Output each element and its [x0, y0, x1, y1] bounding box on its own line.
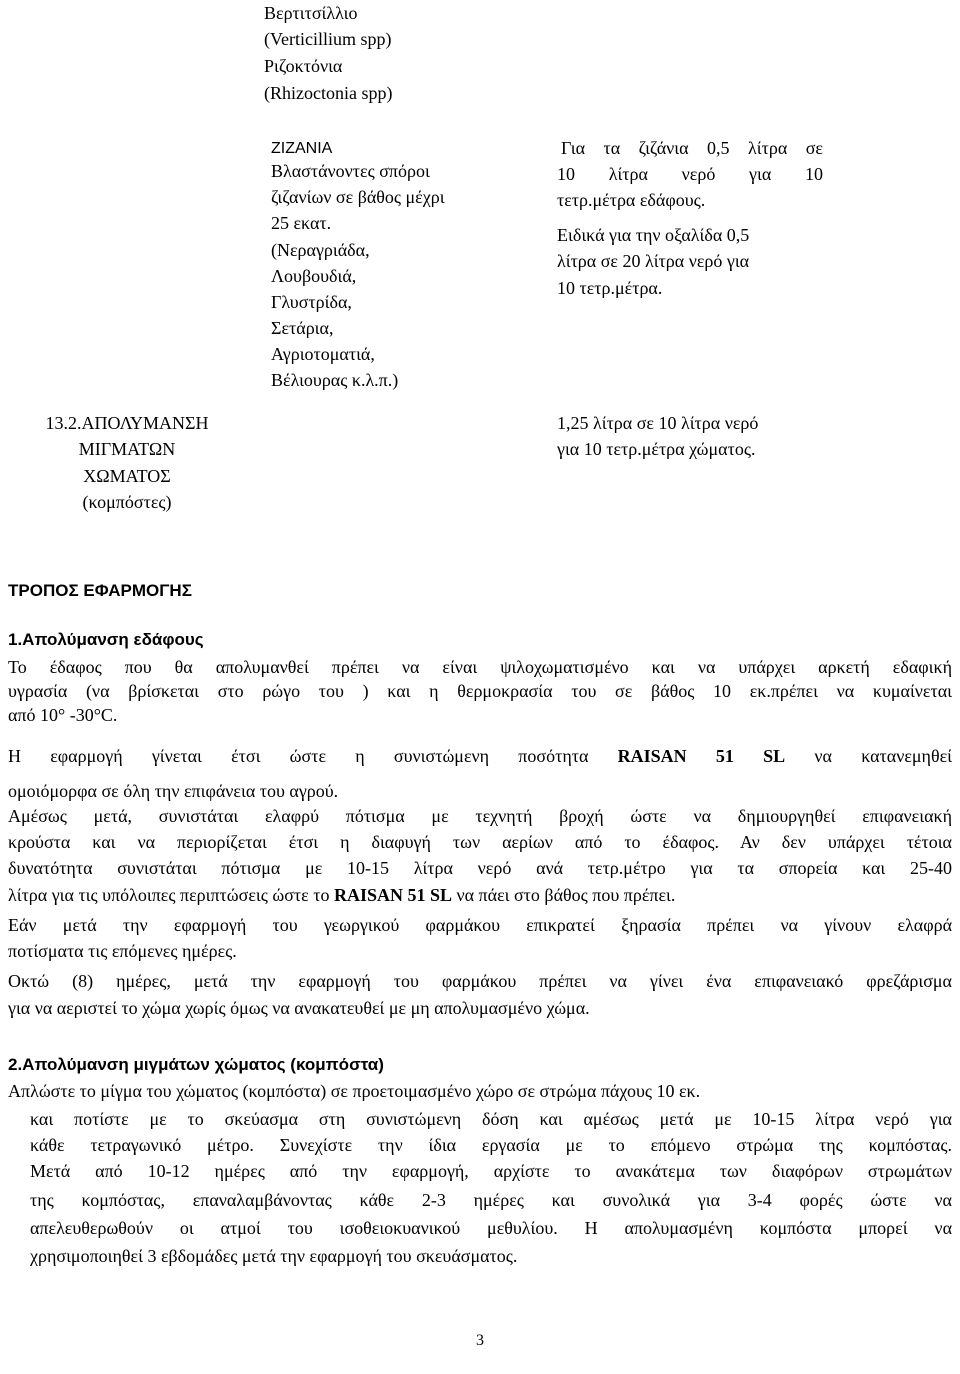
row-label-line: ΧΩΜΑΤΟΣ [83, 466, 171, 486]
p4-line: ποτίσματα τις επόμενες ημέρες. [8, 941, 237, 961]
p5-line: Οκτώ (8) ημέρες, μετά την εφαρμογή του φαρμάκου πρέπει να γίνει ένα επιφανειακό φρεζάρισμα [8, 971, 952, 991]
page-number: 3 [476, 1332, 484, 1349]
p6-line: απελευθερωθούν οι ατμοί του ισοθειοκυανικού μεθυλίου. Η απολυμασμένη κομπόστα μπορεί να [30, 1218, 952, 1238]
target-line: Βέλιουρας κ.λ.π.) [271, 370, 399, 390]
p1-line: Το έδαφος που θα απολυμανθεί πρέπει να είναι ψιλοχωματισμένο και να υπάρχει αρκετή εδαφική [8, 657, 952, 677]
p2-text: Η εφαρμογή γίνεται έτσι ώστε η συνιστώμενη ποσότητα [8, 746, 618, 766]
row-label-line: 13.2.ΑΠΟΛΥΜΑΝΣΗ [45, 413, 209, 433]
p3-line: κρούστα και να περιορίζεται έτσι η διαφυγή των αερίων από το έδαφος. Αν δεν υπάρχει τέτοια [8, 832, 952, 852]
row-label-line: (κομπόστες) [82, 492, 172, 512]
p2-line [8, 745, 952, 768]
target-line: (Νεραγριάδα, [271, 240, 370, 260]
targets-heading: ΖΙΖΑΝΙΑ [271, 140, 333, 157]
part2-heading: 2.Απολύμανση μιγμάτων χώματος (κομπόστα) [8, 1055, 384, 1074]
p3-line: δυνατότητα συνιστάται πότισμα με 10-15 λίτρα νερό ανά τετρ.μέτρο για τα σπορεία και 25-40 [8, 858, 952, 878]
target-line: Γλυστρίδα, [271, 292, 352, 312]
section-title: ΤΡΟΠΟΣ ΕΦΑΡΜΟΓΗΣ [8, 581, 192, 600]
dosage-line: Ειδικά για την οξαλίδα 0,5 [557, 225, 750, 245]
target-line: 25 εκατ. [271, 213, 332, 233]
dosage-line: τετρ.μέτρα εδάφους. [557, 190, 706, 210]
dosage-line: 1,25 λίτρα σε 10 λίτρα νερό [557, 413, 759, 433]
dosage-line: 10 τετρ.μέτρα. [557, 278, 663, 298]
p3-text: λίτρα για τις υπόλοιπες περιπτώσεις ώστε το [8, 885, 334, 905]
target-line: Αγριοτοματιά, [271, 344, 375, 364]
pathogen-line: (Rhizoctonia spp) [264, 83, 393, 103]
pathogen-line: (Verticillium spp) [264, 29, 392, 49]
p3-text: να πάει στο βάθος που πρέπει. [451, 885, 676, 905]
target-line: Σετάρια, [271, 318, 334, 338]
p3-line [8, 884, 675, 907]
dosage-line: 10 λίτρα νερό για 10 [557, 164, 823, 184]
p6-line: της κομπόστας, επαναλαμβάνοντας κάθε 2-3 ημέρες και συνολικά για 3-4 φορές ώστε να [30, 1190, 952, 1210]
part1-heading: 1.Απολύμανση εδάφους [8, 630, 204, 649]
product-name: RAISAN 51 SL [333, 885, 452, 905]
pathogen-line: Ριζοκτόνια [264, 56, 343, 76]
dosage-line: Για τα ζιζάνια 0,5 λίτρα σε [561, 138, 823, 158]
p5-line: για να αεριστεί το χώμα χωρίς όμως να ανακατευθεί με μη απολυμασμένο χώμα. [8, 998, 590, 1018]
p6-line: κάθε τετραγωνικό μέτρο. Συνεχίστε την ίδια εργασία με το επόμενο στρώμα της κομπόστας. [30, 1135, 952, 1155]
dosage-line: για 10 τετρ.μέτρα χώματος. [557, 439, 756, 459]
p6-line: και ποτίστε με το σκεύασμα στη συνιστώμενη δόση και αμέσως μετά με 10-15 λίτρα νερό για [30, 1109, 952, 1129]
product-name: RAISAN 51 SL [617, 746, 786, 766]
p2-text: να κατανεμηθεί [785, 746, 952, 766]
p1-line: υγρασία (να βρίσκεται στο ρώγο του ) και η θερμοκρασία του σε βάθος 10 εκ.πρέπει να κυμαίνεται [8, 681, 952, 701]
target-line: Βλαστάνοντες σπόροι [271, 161, 430, 181]
p1-line: από 10° -30°C. [8, 705, 118, 725]
p4-line: Εάν μετά την εφαρμογή του γεωργικού φαρμάκου επικρατεί ξηρασία πρέπει να γίνουν ελαφρά [8, 915, 952, 935]
row-label-line: ΜΙΓΜΑΤΩΝ [78, 439, 176, 459]
p6-line: Μετά από 10-12 ημέρες από την εφαρμογή, αρχίστε το ανακάτεμα των διαφόρων στρωμάτων [30, 1161, 952, 1181]
target-line: ζιζανίων σε βάθος μέχρι [271, 187, 445, 207]
dosage-line: λίτρα σε 20 λίτρα νερό για [557, 251, 750, 271]
p2-line: ομοιόμορφα σε όλη την επιφάνεια του αγρού. [8, 781, 339, 801]
target-line: Λουβουδιά, [271, 266, 357, 286]
pathogen-line: Βερτιτσίλλιο [264, 3, 358, 23]
p6-line: Απλώστε το μίγμα του χώματος (κομπόστα) σε προετοιμασμένο χώρο σε στρώμα πάχους 10 εκ. [8, 1081, 701, 1101]
p6-line: χρησιμοποιηθεί 3 εβδομάδες μετά την εφαρμογή του σκευάσματος. [30, 1246, 518, 1266]
p3-line: Αμέσως μετά, συνιστάται ελαφρύ πότισμα με τεχνητή βροχή ώστε να δημιουργηθεί επιφανειακή [8, 806, 952, 826]
